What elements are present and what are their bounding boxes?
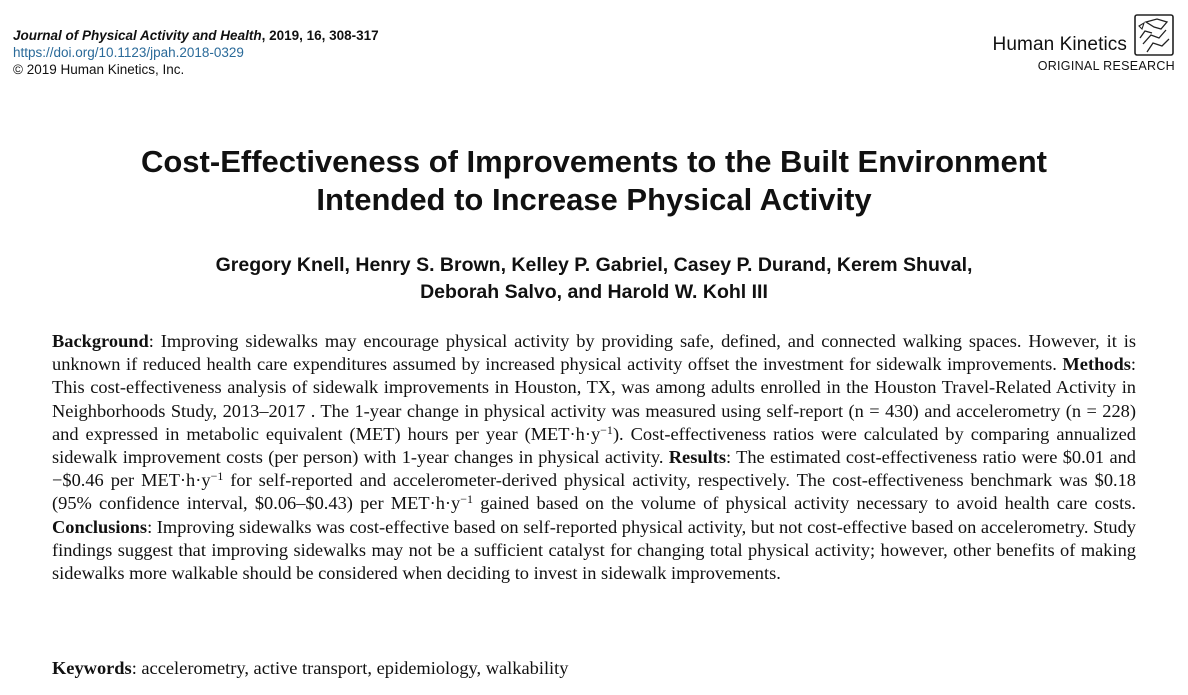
authors-line-2: Deborah Salvo, and Harold W. Kohl III [420,281,768,303]
article-type-label: ORIGINAL RESEARCH [1037,59,1175,73]
exponent: −1 [600,422,613,437]
exponent: −1 [460,492,474,507]
title-line-1: Cost-Effectiveness of Improvements to the Built Environment [140,144,1048,179]
methods-label: Methods [1062,354,1131,375]
article-title [0,143,1188,219]
results-text-continued: for self-reported and accelerometer-derived physical activity, respectively. The cost-effectiveness benchmark was $0.18 (95% confidence interval, $0.06–$0.43) per MET·h·y [52,470,1136,514]
methods-text-continued: ). Cost-effectiveness ratios were calculated by comparing annualized sidewalk improvement costs (per person) with 1-year changes in physical activity. [52,423,1136,468]
publisher-row [993,13,1175,57]
abstract [52,330,1136,585]
author-list [0,252,1188,306]
authors-line-1: Gregory Knell, Henry S. Brown, Kelley P. Gabriel, Casey P. Durand, Kerem Shuval, [215,254,973,276]
publisher-name: Human Kinetics [992,34,1127,55]
background-label: Background [52,331,149,351]
journal-name: Journal of Physical Activity and Health [13,28,262,43]
conclusions-text: : Improving sidewalks was cost-effective based on self-reported physical activity, but not cost-effective based on accelerometry. Study findings suggest that improving sidewalks may not be a sufficient catalyst for changing total physical activity; however, other benefits of making sidewalks more walkable should be considered when deciding to invest in sidewalk improvements. [52,516,1136,584]
results-text: : The estimated cost-effectiveness ratio were $0.01 and −$0.46 per MET·h·y [52,447,1136,491]
exponent: −1 [210,469,224,484]
copyright-notice: © 2019 Human Kinetics, Inc. [13,62,185,77]
results-label: Results [668,447,726,468]
keywords-label: Keywords [52,658,132,678]
background-text: : Improving sidewalks may encourage physical activity by providing safe, defined, and connected walking spaces. However, it is unknown if reduced health care expenditures assumed by increased physical activity offset the investment for sidewalk improvements. [52,331,1136,375]
methods-text: : This cost-effectiveness analysis of sidewalk improvements in Houston, TX, was among adults enrolled in the Houston Travel-Related Activity in Neighborhoods Study, 2013–2017 . The 1-year change in physical activity was measured using self-report (n = 430) and accelerometry (n = 228) and expressed in metabolic equivalent (MET) hours per year (MET·h·y [52,354,1136,444]
keywords [52,657,1136,680]
publisher-block [993,13,1175,73]
page-header [13,27,1175,87]
doi-link[interactable]: https://doi.org/10.1123/jpah.2018-0329 [13,45,244,60]
conclusions-label: Conclusions [52,516,148,537]
citation-details: , 2019, 16, 308-317 [261,28,379,43]
citation-block [13,27,379,78]
title-line-2: Intended to Increase Physical Activity [316,182,872,217]
keywords-text: : accelerometry, active transport, epidemiology, walkability [131,658,569,678]
results-text-end: gained based on the volume of physical activity necessary to avoid health care costs. [473,493,1136,514]
journal-citation-line [13,27,379,44]
human-kinetics-logo-icon [1133,13,1175,57]
